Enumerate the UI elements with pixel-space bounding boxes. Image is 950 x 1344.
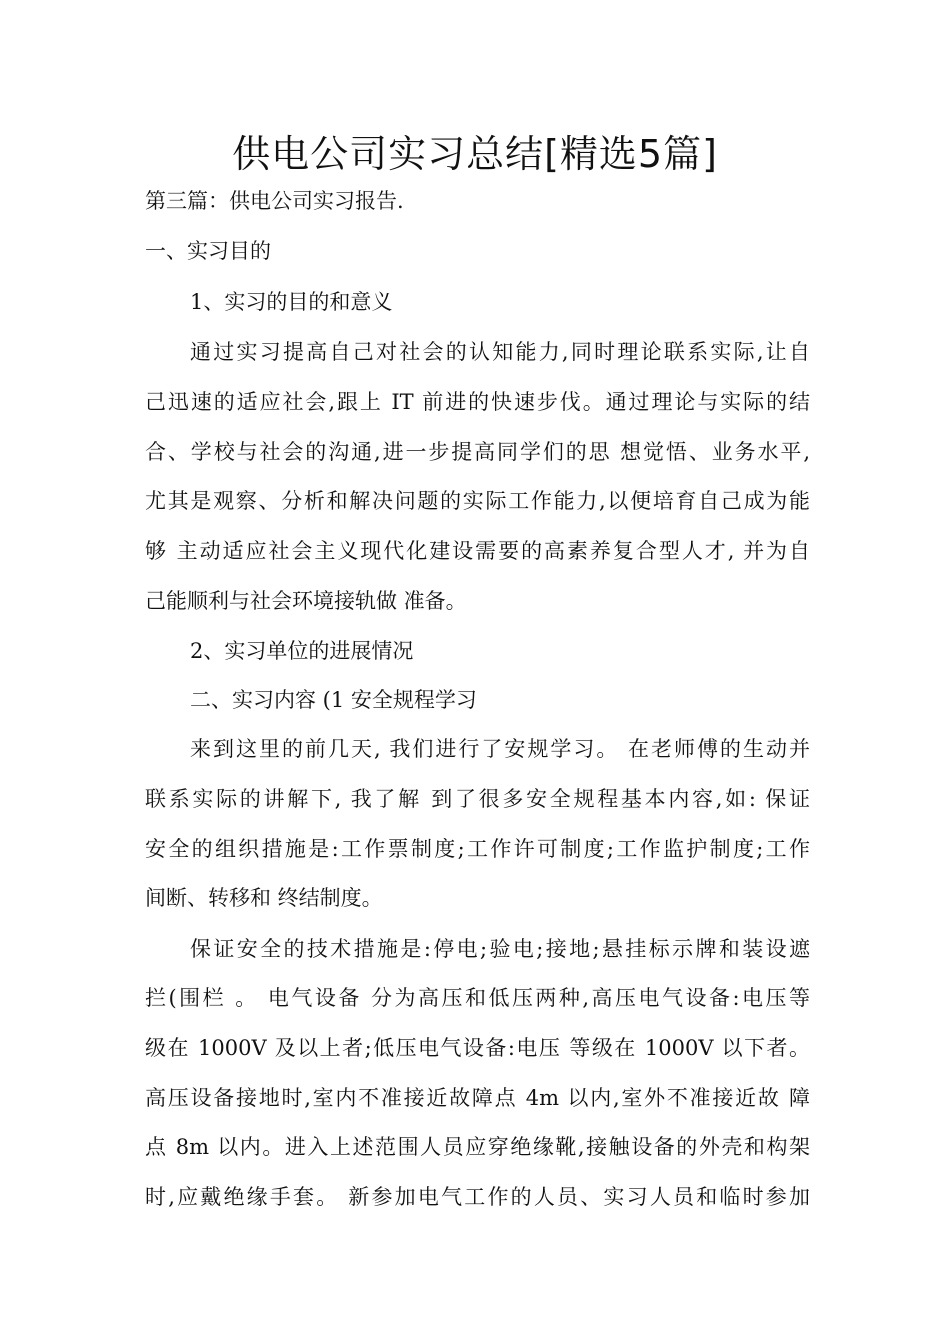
- document-title: 供电公司实习总结[精选5篇]: [232, 132, 718, 176]
- paragraph-line: 时,应戴绝缘手套。 新参加电气工作的人员、实习人员和临时参加: [145, 1185, 810, 1209]
- paragraph-line: 联系实际的讲解下, 我了解 到了很多安全规程基本内容,如: 保证: [145, 787, 810, 811]
- paragraph-line: 合、学校与社会的沟通,进一步提高同学们的思 想觉悟、业务水平,: [145, 440, 810, 464]
- paragraph-line: 级在 1000V 及以上者;低压电气设备:电压 等级在 1000V 以下者。: [145, 1036, 810, 1060]
- paragraph-line: 己迅速的适应社会,跟上 IT 前进的快速步伐。通过理论与实际的结: [145, 390, 810, 414]
- paragraph-line: 拦(围栏 。 电气设备 分为高压和低压两种,高压电气设备:电压等: [145, 986, 810, 1010]
- heading-content: 二、实习内容 (1 安全规程学习: [190, 688, 477, 712]
- paragraph-line: 够 主动适应社会主义现代化建设需要的高素养复合型人才, 并为自: [145, 539, 810, 563]
- heading-purpose: 一、实习目的: [145, 239, 271, 263]
- paragraph-line: 通过实习提高自己对社会的认知能力,同时理论联系实际,让自: [190, 340, 810, 364]
- paragraph-line: 己能顺利与社会环境接轨做 准备。: [145, 589, 467, 613]
- paragraph-line: 间断、转移和 终结制度。: [145, 886, 383, 910]
- subheading-purpose-meaning: 1、实习的目的和意义: [190, 290, 393, 314]
- paragraph-line: 保证安全的技术措施是:停电;验电;接地;悬挂标示牌和装设遮: [190, 937, 810, 961]
- paragraph-line: 来到这里的前几天, 我们进行了安规学习。 在老师傅的生动并: [190, 737, 810, 761]
- subheading-unit-progress: 2、实习单位的进展情况: [190, 639, 414, 663]
- paragraph-line: 点 8m 以内。进入上述范围人员应穿绝缘靴,接触设备的外壳和构架: [145, 1135, 810, 1159]
- section-heading: 第三篇：供电公司实习报告.: [145, 189, 404, 213]
- paragraph-line: 安全的组织措施是:工作票制度;工作许可制度;工作监护制度;工作: [145, 837, 810, 861]
- paragraph-line: 尤其是观察、分析和解决问题的实际工作能力,以便培育自己成为能: [145, 489, 810, 513]
- paragraph-line: 高压设备接地时,室内不准接近故障点 4m 以内,室外不准接近故 障: [145, 1086, 810, 1110]
